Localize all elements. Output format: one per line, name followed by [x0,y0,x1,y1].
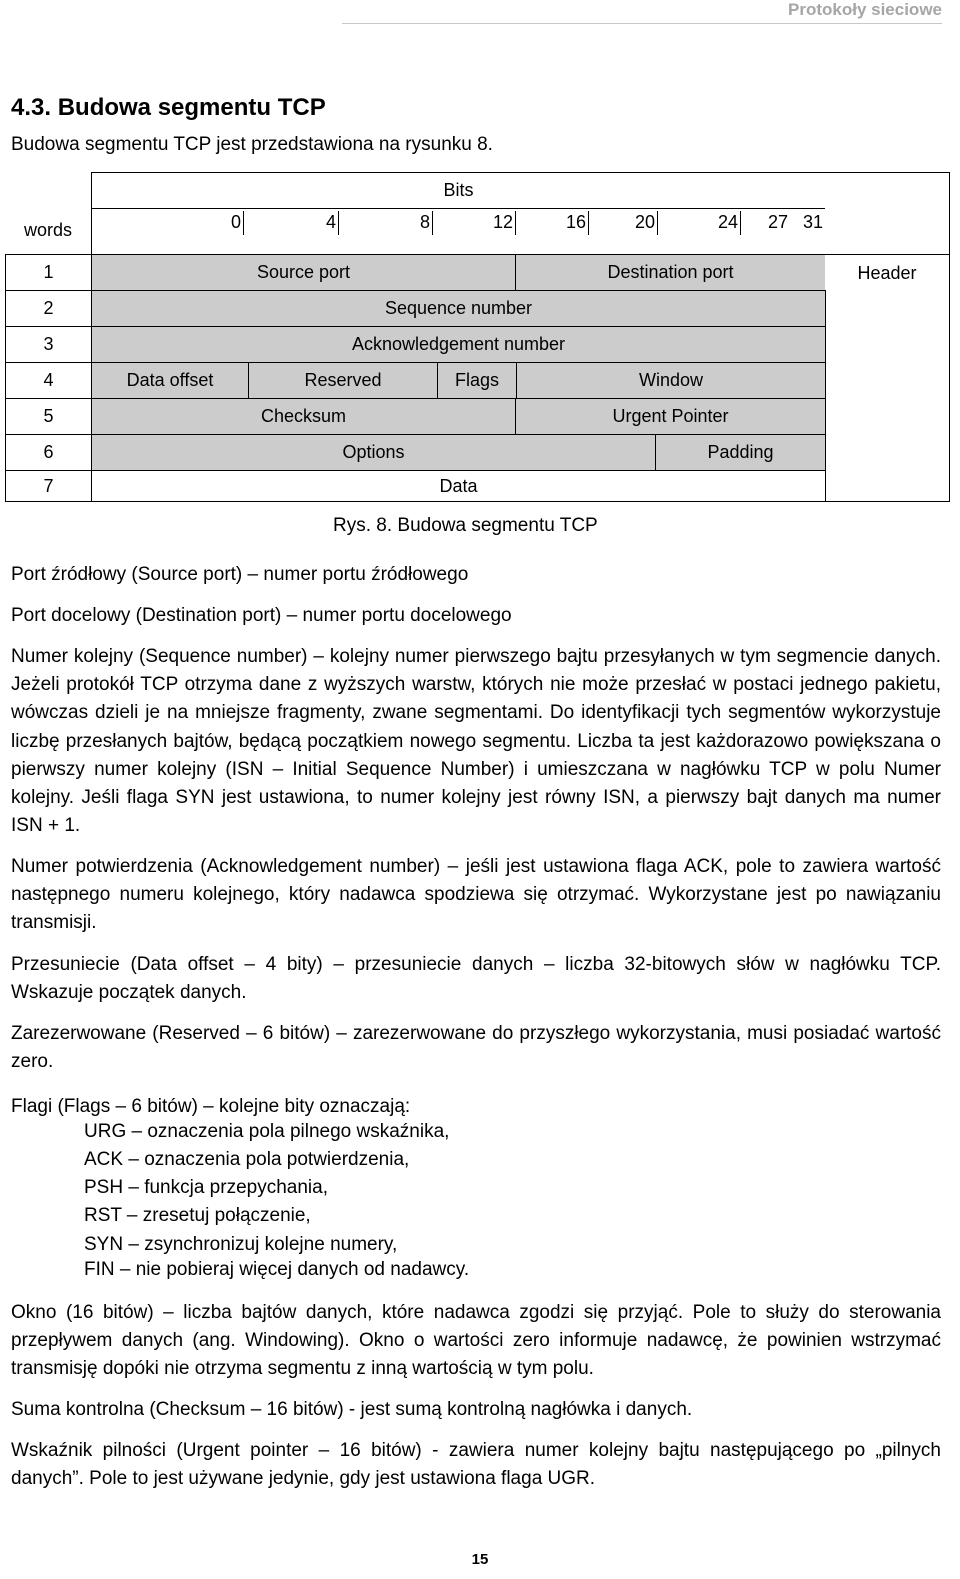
running-header: Protokoły sieciowe [342,0,942,24]
row-number: 7 [5,470,92,502]
bit-tick-line [588,211,589,235]
bit-tick-line [338,211,339,235]
field-flags: Flags [437,362,517,399]
para-source-port: Port źródłowy (Source port) – numer portu źródłowego [11,564,469,585]
bit-tick-16: 16 [565,212,586,232]
field-window: Window [516,362,826,399]
words-header [5,172,92,255]
field-data: Data [91,470,826,502]
tcp-segment-table [5,172,950,502]
page-number: 15 [471,1551,489,1568]
para-checksum: Suma kontrolna (Checksum – 16 bitów) - jest sumą kontrolną nagłówka i danych. [11,1399,693,1420]
bit-tick-line [515,211,516,235]
bits-header [91,172,826,209]
para-urgent-pointer: Wskaźnik pilności (Urgent pointer – 16 bitów) - zawiera numer kolejny bajtu następującego po „pilnych danych”. Pole to jest używane jedynie, gdy jest ustawiona flaga UGR. [11,1440,941,1490]
section-title: 4.3. Budowa segmentu TCP [11,94,326,121]
bit-tick-27: 27 [767,212,788,232]
row-number: 6 [5,434,92,471]
row-number: 1 [5,254,92,291]
flag-psh: PSH – funkcja przepychania, [84,1177,328,1198]
bit-tick-line [657,211,658,235]
para-destination-port: Port docelowy (Destination port) – numer portu docelowego [11,605,512,626]
bit-tick-line [432,211,433,235]
bit-tick-line [243,211,244,235]
flag-fin: FIN – nie pobieraj więcej danych od nadawcy. [84,1259,470,1280]
flag-syn: SYN – zsynchronizuj kolejne numery, [84,1234,398,1255]
field-acknowledgement-number: Acknowledgement number [91,326,826,363]
flag-rst: RST – zresetuj połączenie, [84,1205,311,1226]
para-acknowledgement: Numer potwierdzenia (Acknowledgement number) – jeśli jest ustawiona flaga ACK, pole to zawiera wartość następnego numeru kolejnego, który nadawca spodziewa się otrzymać. Wykorzystane jest po nawiązaniu transmisji. [11,856,941,934]
row-number: 2 [5,290,92,327]
para-window: Okno (16 bitów) – liczba bajtów danych, które nadawca zgodzi się przyjąć. Pole to służy do sterowania przepływem danych (ang. Windowing). Okno o wartości zero informuje nadawcę, że powinien wstrzymać transmisję dopóki nie otrzyma segmentu z inną wartością w tym polu. [11,1302,941,1380]
field-checksum: Checksum [91,398,516,435]
section-intro: Budowa segmentu TCP jest przedstawiona na rysunku 8. [11,134,493,155]
field-reserved: Reserved [248,362,438,399]
bit-tick-line [740,211,741,235]
bit-tick-0: 0 [230,212,241,232]
header-spacer-top [825,172,950,255]
bit-tick-31: 31 [802,212,823,232]
bit-tick-24: 24 [717,212,738,232]
field-padding: Padding [655,434,826,471]
bit-tick-20: 20 [634,212,655,232]
bit-tick-12: 12 [492,212,513,232]
para-flags-intro: Flagi (Flags – 6 bitów) – kolejne bity oznaczają: [11,1096,411,1117]
figure-caption: Rys. 8. Budowa segmentu TCP [333,515,598,536]
words-label: words [23,220,72,240]
header-label: Header [825,254,950,502]
row-number: 3 [5,326,92,363]
field-destination-port: Destination port [515,254,826,291]
para-sequence-number: Numer kolejny (Sequence number) – kolejny numer pierwszego bajtu przesyłanych w tym segmencie danych. Jeżeli protokół TCP otrzyma dane z wyższych warstw, których nie może przesłać w postaci jednego pakietu, wówczas dzieli je na mniejsze fragmenty, zwane segmentami. Do identyfikacji tych segmentów wykorzystuje liczbę przesłanych bajtów, będącą początkiem nowego segmentu. Liczba ta jest każdorazowo powiększana o pierwszy numer kolejny (ISN – Initial Sequence Number) i umieszczana w nagłówku TCP w polu Numer kolejny. Jeśli flaga SYN jest ustawiona, to numer kolejny jest równy ISN, a pierwszy bajt danych ma numer ISN + 1. [11,646,941,837]
flag-ack: ACK – oznaczenia pola potwierdzenia, [84,1149,410,1170]
bit-tick-8: 8 [419,212,430,232]
field-options: Options [91,434,656,471]
field-sequence-number: Sequence number [91,290,826,327]
flag-urg: URG – oznaczenia pola pilnego wskaźnika, [84,1121,450,1142]
row-number: 5 [5,398,92,435]
field-data-offset: Data offset [91,362,249,399]
bit-scale [91,208,826,255]
bit-tick-4: 4 [325,212,336,232]
field-source-port: Source port [91,254,516,291]
bits-label: Bits [443,180,474,200]
field-urgent-pointer: Urgent Pointer [515,398,826,435]
para-data-offset: Przesuniecie (Data offset – 4 bity) – przesuniecie danych – liczba 32-bitowych słów w nagłówku TCP. Wskazuje początek danych. [11,954,941,1004]
para-reserved: Zarezerwowane (Reserved – 6 bitów) – zarezerwowane do przyszłego wykorzystania, musi posiadać wartość zero. [11,1023,941,1073]
row-number: 4 [5,362,92,399]
